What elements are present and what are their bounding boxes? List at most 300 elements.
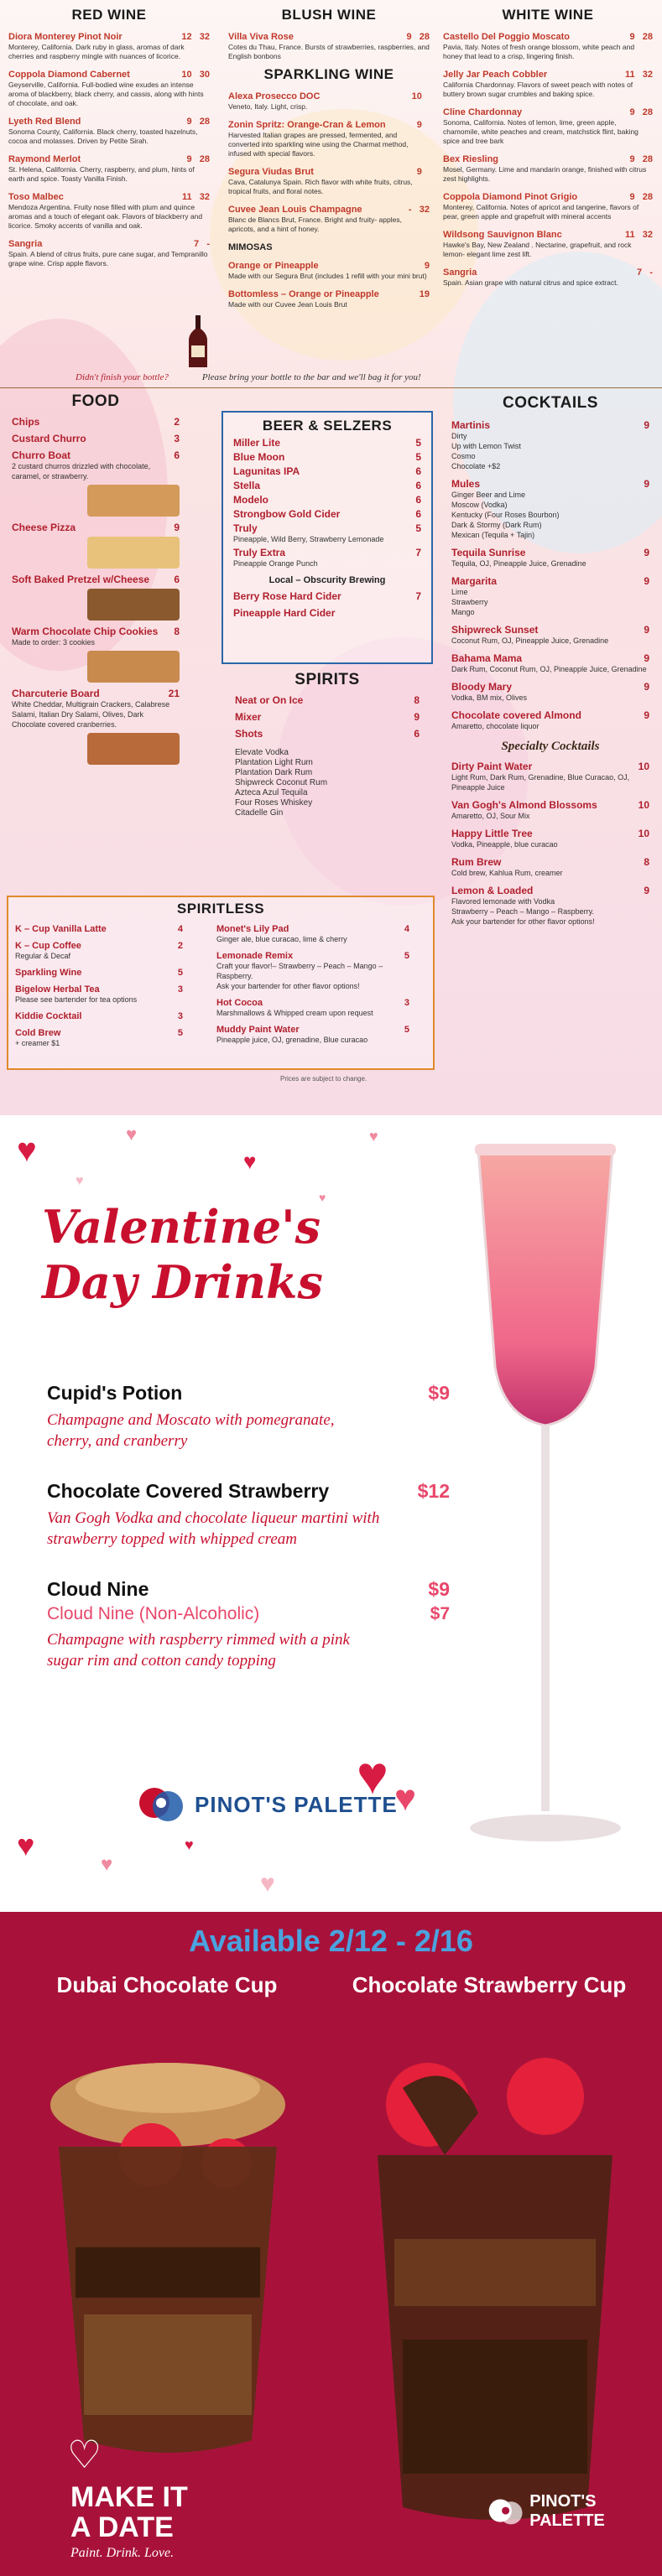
- blush-wine-column: [228, 7, 430, 309]
- food-item: [12, 416, 180, 428]
- specialty-cocktail-name: Lemon & Loaded: [451, 885, 534, 896]
- wine-prices: [417, 167, 430, 177]
- local-beer-item: [233, 607, 421, 619]
- wine-name: Cuvee Jean Louis Champagne: [228, 205, 362, 215]
- wine-description: Mosel, Germany. Lime and mandarin orange, finished with citrus zest highlights.: [443, 165, 647, 183]
- glass-price: 9: [186, 117, 192, 127]
- cocktail-description: Dark Rum, Coconut Rum, OJ, Pineapple Juice, Grenadine: [451, 665, 647, 673]
- glass-price: 9: [629, 32, 635, 42]
- heart-outline-icon: ♡: [67, 2433, 102, 2476]
- food-description: Made to order: 3 cookies: [12, 638, 96, 647]
- beer-list: [233, 437, 421, 569]
- cocktail-name: Bloody Mary: [451, 681, 513, 693]
- spirit-brand: Plantation Light Rum: [235, 758, 313, 767]
- wine-item-row: [443, 154, 653, 164]
- cocktail-name: Chocolate covered Almond: [451, 709, 581, 721]
- wine-item: [228, 91, 430, 112]
- wine-prices: [181, 70, 210, 80]
- beer-item: [233, 465, 421, 477]
- spiritless-description: + creamer $1: [15, 1039, 60, 1047]
- wine-description: Made with our Segura Brut (includes 1 refill with your mini brut): [228, 272, 427, 280]
- promo-logo-text: PINOT'S PALETTE: [529, 2492, 605, 2530]
- wine-prices: [406, 32, 430, 42]
- wine-description: Harvested Italian grapes are pressed, fermented, and converted into sparkling wine using the Charmat method, infused with special flavors.: [228, 131, 409, 158]
- wine-prices: [194, 239, 210, 249]
- food-price: 6: [174, 449, 180, 461]
- beer-description: Pineapple, Wild Berry, Strawberry Lemonade: [233, 535, 384, 543]
- heart-icon: ♥: [319, 1191, 326, 1204]
- pinots-palette-logo: [136, 1779, 398, 1830]
- food-photo: [87, 651, 180, 683]
- specialty-cocktail-price: 9: [644, 885, 649, 896]
- cocktails-column: [451, 394, 649, 927]
- spirit-price: 9: [414, 711, 420, 723]
- wine-name: Cline Chardonnay: [443, 107, 523, 117]
- food-price: 21: [168, 688, 180, 699]
- spirit-name: Mixer: [235, 711, 262, 723]
- valentine-drink-price: $12: [417, 1480, 450, 1502]
- bottle-price: 32: [199, 32, 210, 42]
- wine-description: Cava, Catalunya Spain. Rich flavor with white fruits, citrus, tropical fruits, and floral notes.: [228, 178, 413, 195]
- divider: [0, 387, 662, 388]
- specialty-cocktail-price: 10: [638, 761, 649, 772]
- red-wine-list: [8, 32, 210, 268]
- wine-item-row: [8, 70, 210, 80]
- price-note: Prices are subject to change.: [280, 1075, 367, 1083]
- drink-menu: [0, 0, 662, 1115]
- cocktail-price: 9: [644, 624, 649, 636]
- spiritless-item: [216, 924, 409, 934]
- cocktail-name: Martinis: [451, 419, 491, 431]
- cocktail-description: Coconut Rum, OJ, Pineapple Juice, Grenadine: [451, 636, 609, 645]
- spiritless-name: Muddy Paint Water: [216, 1025, 300, 1035]
- wine-prices: [186, 154, 210, 164]
- heart-icon: ♥: [17, 1132, 37, 1169]
- food-name: Cheese Pizza: [12, 522, 76, 533]
- spiritless-name: Sparkling Wine: [15, 968, 82, 978]
- wine-description: Hawke's Bay, New Zealand . Nectarine, grapefruit, and rock lemon- elegant lime zest lift.: [443, 241, 632, 258]
- spiritless-price: 3: [404, 998, 409, 1008]
- wine-name: Zonin Spritz: Orange-Cran & Lemon: [228, 120, 386, 130]
- specialty-cocktail-price: 10: [638, 828, 649, 839]
- glass-price: 9: [629, 154, 635, 164]
- wine-name: Sangria: [443, 267, 477, 278]
- wine-prices: [629, 154, 653, 164]
- valentine-drink-description: Van Gogh Vodka and chocolate liqueur martini with strawberry topped with whipped cream: [47, 1509, 380, 1548]
- wine-item-row: [443, 70, 653, 80]
- food-price: 3: [174, 433, 180, 444]
- cocktail-price: 9: [644, 478, 649, 490]
- glass-price: 9: [629, 107, 635, 117]
- spiritless-name: K – Cup Vanilla Latte: [15, 924, 107, 934]
- wine-item: [8, 239, 210, 268]
- sparkling-wine-title: SPARKLING WINE: [263, 66, 394, 82]
- make-it-a-date: [70, 2482, 188, 2542]
- valentine-drink-list: [47, 1382, 450, 1700]
- wine-description: Mendoza Argentina. Fruity nose filled with plum and quince aromas and a touch of elegant oak. Flavors of blackberry and licorice. Smoky accents of vanilla and oak.: [8, 203, 203, 230]
- wine-prices: [625, 70, 653, 80]
- wine-description: Made with our Cuvee Jean Louis Brut: [228, 300, 347, 309]
- spiritless-name: Lemonade Remix: [216, 951, 294, 961]
- spiritless-item: [15, 941, 183, 951]
- wine-description: Sonoma, California. Notes of lemon, lime, green apple, chamomile, white peaches and cream, matchstick flint, baking spice and tree bark: [443, 118, 639, 145]
- food-list: [12, 416, 180, 765]
- glass-price: 9: [186, 154, 192, 164]
- wine-item-row: [228, 205, 430, 215]
- wine-item: [8, 154, 210, 184]
- cocktail-description: Vodka, BM mix, Olives: [451, 693, 528, 702]
- bottle-price: -: [649, 267, 653, 278]
- glass-price: 9: [416, 120, 422, 130]
- spirit-item: [235, 694, 420, 706]
- spiritless-item: [216, 951, 409, 961]
- valentine-drink-row: [47, 1480, 450, 1503]
- wine-prices: [409, 205, 430, 215]
- strawberry-cup-image: [352, 2038, 638, 2541]
- spiritless-price: 5: [404, 1025, 409, 1035]
- heart-icon: ♥: [126, 1124, 138, 1145]
- wine-description: Veneto, Italy. Light, crisp.: [228, 102, 308, 111]
- valentine-drink-name: Cloud Nine: [47, 1578, 149, 1600]
- cocktail-item: [451, 419, 649, 431]
- food-item: [12, 433, 180, 444]
- wine-description: California Chardonnay. Flavors of sweet peach with notes of buttery brown sugar crumbles and baking spice.: [443, 80, 633, 98]
- wine-prices: [629, 107, 653, 117]
- food-price: 9: [174, 522, 180, 533]
- spiritless-description: Craft your flavor!– Strawberry – Peach – Mango – Raspberry. Ask your bartender for other flavor options!: [216, 962, 383, 990]
- wine-description: Blanc de Blancs Brut, France. Bright and fruity- apples, apricots, and a hint of honey.: [228, 216, 402, 233]
- wine-item-row: [8, 117, 210, 127]
- beer-name: Lagunitas IPA: [233, 465, 300, 477]
- wine-item-row: [443, 230, 653, 240]
- bottle-note: [76, 372, 654, 382]
- wine-name: Lyeth Red Blend: [8, 117, 81, 127]
- red-wine-column: [8, 7, 210, 268]
- valentine-drink: [47, 1578, 450, 1671]
- spirits-column: [235, 671, 420, 818]
- beer-name: Modelo: [233, 494, 268, 506]
- heart-icon: ♥: [101, 1853, 113, 1876]
- valentine-drink-row: [47, 1382, 450, 1405]
- dubai-cup-image: [25, 2038, 310, 2474]
- beer-title: BEER & SELZERS: [262, 418, 393, 434]
- food-description: 2 custard churros drizzled with chocolate, caramel, or strawberry.: [12, 462, 151, 480]
- bottle-note-question: Didn't finish your bottle?: [76, 372, 169, 382]
- white-wine-list: [443, 32, 653, 288]
- bottle-price: 28: [419, 32, 430, 42]
- specialty-cocktail-name: Dirty Paint Water: [451, 761, 533, 772]
- wine-prices: [417, 120, 430, 130]
- spiritless-name: K – Cup Coffee: [15, 941, 81, 951]
- cocktail-name: Tequila Sunrise: [451, 547, 526, 558]
- wine-item: [443, 70, 653, 99]
- wine-item: [8, 32, 210, 61]
- food-photo: [87, 485, 180, 517]
- wine-item-row: [228, 32, 430, 42]
- wine-item: [443, 154, 653, 184]
- specialty-cocktail-description: Amaretto, OJ, Sour Mix: [451, 812, 530, 820]
- spiritless-item: [15, 968, 183, 978]
- beer-item: [233, 522, 421, 534]
- sparkling-wine-list: [228, 91, 430, 234]
- wine-prices: [637, 267, 653, 278]
- wine-name: Diora Monterey Pinot Noir: [8, 32, 122, 42]
- wine-item: [443, 230, 653, 259]
- glass-price: 7: [194, 239, 200, 249]
- specialty-cocktail-item: [451, 799, 649, 811]
- specialty-cocktail-name: Rum Brew: [451, 856, 502, 868]
- glass-price: 9: [406, 32, 412, 42]
- cocktail-description: Lime Strawberry Mango: [451, 588, 488, 616]
- valentine-alt-price: $7: [430, 1604, 450, 1623]
- wine-item: [443, 107, 653, 146]
- food-item: [12, 688, 180, 699]
- available-dates: Available 2/12 - 2/16: [189, 1924, 473, 1958]
- cocktails-title: COCKTAILS: [503, 394, 598, 412]
- food-item: [12, 449, 180, 461]
- spiritless-left-list: [15, 917, 183, 1048]
- spirit-name: Neat or On Ice: [235, 694, 304, 706]
- valentine-drink-description: Champagne with raspberry rimmed with a pink sugar rim and cotton candy topping: [47, 1631, 350, 1670]
- food-item: [12, 522, 180, 533]
- local-beer-price: 7: [415, 590, 421, 602]
- spiritless-price: 5: [177, 968, 183, 978]
- cocktail-description: Amaretto, chocolate liquor: [451, 722, 540, 730]
- glass-price: 11: [624, 70, 635, 80]
- wine-item: [228, 167, 430, 196]
- beer-item: [233, 480, 421, 491]
- beer-item: [233, 451, 421, 463]
- beer-name: Truly: [233, 522, 258, 534]
- spiritless-item: [15, 1011, 183, 1021]
- bottle-price: 32: [419, 205, 430, 215]
- valentine-section: [0, 1115, 662, 1912]
- wine-name: Segura Viudas Brut: [228, 167, 314, 177]
- glass-price: 19: [419, 289, 430, 299]
- blush-wine-title: BLUSH WINE: [281, 7, 377, 23]
- wine-name: Bottomless – Orange or Pineapple: [228, 289, 379, 299]
- spirit-brand: Four Roses Whiskey: [235, 798, 313, 808]
- cocktail-item: [451, 681, 649, 693]
- spiritless-item: [15, 1028, 183, 1038]
- wine-item: [228, 120, 430, 158]
- cocktail-item: [451, 709, 649, 721]
- food-column: [12, 392, 180, 766]
- cocktail-item: [451, 547, 649, 558]
- white-wine-column: [443, 7, 653, 288]
- glass-price: 10: [181, 70, 192, 80]
- food-price: 2: [174, 416, 180, 428]
- bottle-price: 28: [642, 32, 653, 42]
- bottle-price: 30: [199, 70, 210, 80]
- wine-item-row: [8, 192, 210, 202]
- wine-prices: [186, 117, 210, 127]
- cocktail-price: 9: [644, 652, 649, 664]
- wine-item: [228, 205, 430, 234]
- food-title: FOOD: [71, 392, 120, 410]
- glass-price: 9: [424, 261, 430, 271]
- valentine-drink-row: [47, 1578, 450, 1601]
- cocktail-item: [451, 575, 649, 587]
- bottle-price: 28: [199, 117, 210, 127]
- spiritless-title: SPIRITLESS: [176, 901, 265, 917]
- wine-description: Monterey, California. Notes of apricot and tangerine, flavors of pear, green apple and grapefruit with mineral accents: [443, 203, 639, 221]
- spiritless-box: [7, 896, 435, 1070]
- promo-logo: [487, 2490, 662, 2532]
- bottle-price: 28: [642, 154, 653, 164]
- spiritless-name: Cold Brew: [15, 1028, 61, 1038]
- food-name: Chips: [12, 416, 40, 428]
- bottle-price: 32: [642, 230, 653, 240]
- cocktail-name: Margarita: [451, 575, 498, 587]
- spirit-brand: Plantation Dark Rum: [235, 768, 313, 777]
- cocktail-item: [451, 652, 649, 664]
- wine-item-row: [443, 107, 653, 117]
- wine-name: Bex Riesling: [443, 154, 499, 164]
- food-item: [12, 626, 180, 637]
- specialty-cocktail-price: 10: [638, 799, 649, 811]
- cocktail-list: [451, 419, 649, 731]
- bottle-price: 32: [199, 192, 210, 202]
- valentine-drink-name: Cupid's Potion: [47, 1382, 183, 1404]
- cocktail-description: Tequila, OJ, Pineapple Juice, Grenadine: [451, 559, 586, 568]
- specialty-cocktail-item: [451, 761, 649, 772]
- wine-item: [228, 261, 430, 281]
- heart-icon: ♥: [185, 1836, 194, 1853]
- beer-name: Blue Moon: [233, 451, 285, 463]
- spiritless-description: Ginger ale, blue curacao, lime & cherry: [216, 935, 347, 943]
- beer-price: 6: [415, 494, 421, 506]
- wine-name: Wildsong Sauvignon Blanc: [443, 230, 562, 240]
- spiritless-description: Regular & Decaf: [15, 952, 71, 960]
- wine-item: [443, 32, 653, 61]
- food-description: White Cheddar, Multigrain Crackers, Calabrese Salami, Italian Dry Salami, Olives, Dark Chocolate covered cranberries.: [12, 700, 170, 729]
- palette-logo-icon: [136, 1779, 186, 1830]
- spiritless-price: 5: [404, 951, 409, 961]
- food-name: Churro Boat: [12, 449, 70, 461]
- wine-item-row: [8, 32, 210, 42]
- red-wine-title: RED WINE: [71, 7, 147, 23]
- heart-icon: ♥: [369, 1128, 378, 1145]
- beer-name: Miller Lite: [233, 437, 281, 449]
- food-name: Soft Baked Pretzel w/Cheese: [12, 574, 150, 585]
- spiritless-item: [15, 984, 183, 995]
- heart-icon: ♥: [243, 1149, 257, 1174]
- wine-description: Pavia, Italy. Notes of fresh orange blossom, white peach and honey that lead to a crisp, lingering finish.: [443, 43, 635, 60]
- wine-name: Villa Viva Rose: [228, 32, 294, 42]
- glass-price: 9: [629, 192, 635, 202]
- specialty-cocktail-description: Cold brew, Kahlua Rum, creamer: [451, 869, 563, 877]
- glass-price: 11: [624, 230, 635, 240]
- wine-name: Jelly Jar Peach Cobbler: [443, 70, 548, 80]
- cocktail-price: 9: [644, 709, 649, 721]
- wine-item-row: [228, 289, 430, 299]
- spirit-brand: Azteca Azul Tequila: [235, 788, 308, 797]
- cocktail-name: Bahama Mama: [451, 652, 523, 664]
- spirit-brand: Shipwreck Coconut Rum: [235, 778, 328, 787]
- wine-item-row: [443, 192, 653, 202]
- valentine-drink-price: $9: [428, 1382, 450, 1404]
- glass-price: 7: [637, 267, 643, 278]
- heart-icon: ♥: [260, 1870, 275, 1898]
- glass-price: 11: [181, 192, 192, 202]
- spirits-title: SPIRITS: [295, 671, 360, 688]
- cocktail-item: [451, 478, 649, 490]
- heart-icon: ♥: [394, 1778, 417, 1819]
- wine-prices: [420, 289, 430, 299]
- wine-item: [443, 267, 653, 288]
- cocktail-description: Ginger Beer and Lime Moscow (Vodka) Kentucky (Four Roses Bourbon) Dark & Stormy (Dark Rum) Mexican (Tequila + Tajin): [451, 491, 560, 539]
- spirit-name: Shots: [235, 728, 263, 740]
- specialty-cocktail-description: Vodka, Pineapple, blue curacao: [451, 840, 558, 849]
- valentine-drink-description: Champagne and Moscato with pomegranate, cherry, and cranberry: [47, 1411, 335, 1450]
- food-name: Custard Churro: [12, 433, 86, 444]
- mimosa-list: [228, 261, 430, 309]
- cocktail-price: 9: [644, 681, 649, 693]
- beer-item: [233, 547, 421, 558]
- local-brewery-title: Local – Obscurity Brewing: [268, 575, 386, 585]
- wine-item: [443, 192, 653, 221]
- spirits-brand-list: [235, 748, 420, 818]
- wine-name: Sangria: [8, 239, 43, 249]
- glass-price: 9: [416, 167, 422, 177]
- beer-price: 5: [415, 451, 421, 463]
- beer-name: Stella: [233, 480, 261, 491]
- cocktail-name: Shipwreck Sunset: [451, 624, 539, 636]
- local-beer-list: [233, 590, 421, 619]
- wine-description: Cotes du Thau, France. Bursts of strawberries, raspberries, and English bonbons: [228, 43, 430, 60]
- wine-description: Spain. Asian grape with natural citrus and spice extract.: [443, 278, 618, 287]
- food-name: Warm Chocolate Chip Cookies: [12, 626, 159, 637]
- beer-box: [222, 411, 433, 664]
- cocktail-item: [451, 624, 649, 636]
- wine-item-row: [228, 261, 430, 271]
- blush-wine-list: [228, 32, 430, 61]
- bottle-price: 28: [642, 192, 653, 202]
- food-photo: [87, 537, 180, 569]
- specialty-cocktail-item: [451, 828, 649, 839]
- local-beer-name: Berry Rose Hard Cider: [233, 590, 341, 602]
- spiritless-description: Pineapple juice, OJ, grenadine, Blue curacao: [216, 1036, 368, 1044]
- wine-description: Monterey, California. Dark ruby in glass, aromas of dark cherries and raspberry mingle with nuances of licorice.: [8, 43, 185, 60]
- valentine-title-line1: Valentine's: [42, 1200, 321, 1254]
- bottle-price: 28: [642, 107, 653, 117]
- wine-name: Coppola Diamond Cabernet: [8, 70, 130, 80]
- spirits-list: [235, 694, 420, 740]
- food-name: Charcuterie Board: [12, 688, 100, 699]
- wine-description: Sonoma County, California. Black cherry, toasted hazelnuts, cocoa and molasses. Driven by Petite Sirah.: [8, 127, 198, 145]
- spiritless-name: Monet's Lily Pad: [216, 924, 289, 934]
- wine-item-row: [228, 120, 430, 130]
- beer-price: 5: [415, 437, 421, 449]
- spiritless-description: Marshmallows & Whipped cream upon request: [216, 1009, 373, 1017]
- local-beer-item: [233, 590, 421, 602]
- wine-prices: [629, 32, 653, 42]
- spiritless-name: Hot Cocoa: [216, 998, 263, 1008]
- food-item: [12, 574, 180, 585]
- valentine-title-line2: Day Drinks: [42, 1255, 323, 1309]
- wine-description: Spain. A blend of citrus fruits, pure cane sugar, and Tempranillo grape wine. Crisp apple flavors.: [8, 250, 208, 267]
- spiritless-price: 4: [177, 924, 183, 934]
- wine-description: St. Helena, California. Cherry, raspberry, and plum, hints of earth and spice. Toasty Vanilla Finish.: [8, 165, 195, 183]
- logo-text: PINOT'S PALETTE: [195, 1791, 398, 1817]
- spiritless-price: 3: [177, 984, 183, 995]
- beer-price: 6: [415, 508, 421, 520]
- food-price: 6: [174, 574, 180, 585]
- heart-icon: ♥: [76, 1174, 84, 1188]
- specialty-cocktail-price: 8: [644, 856, 649, 868]
- valentine-alt-name: Cloud Nine (Non-Alcoholic): [47, 1604, 260, 1623]
